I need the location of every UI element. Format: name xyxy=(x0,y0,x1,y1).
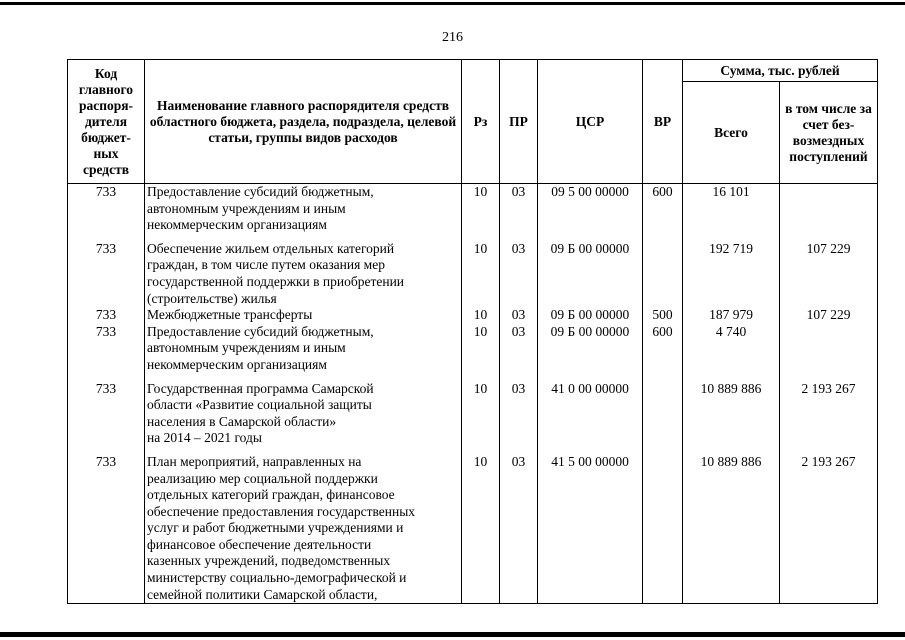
free-cell: 107 229 xyxy=(780,241,878,307)
name-line: автономным учреждениям и иным xyxy=(147,200,346,216)
spacer-cell xyxy=(780,234,878,241)
name-line: некоммерческим организациям xyxy=(147,217,327,233)
name-line: министерству социально-демографической и xyxy=(147,570,407,586)
header-code: Код главного распоря-дителя бюджет-ных средств xyxy=(68,60,145,184)
spacer-cell xyxy=(538,234,643,241)
table-row xyxy=(68,381,878,447)
spacer-cell xyxy=(643,374,683,381)
name-line: населения в Самарской области» xyxy=(147,413,337,429)
name-line: Обеспечение жильем отдельных категорий xyxy=(147,240,395,256)
code-cell: 733 xyxy=(68,454,145,604)
name-line: финансовое обеспечение деятельности xyxy=(147,536,372,552)
total-cell: 187 979 xyxy=(683,307,780,324)
row-spacer xyxy=(68,234,878,241)
name-cell xyxy=(145,381,462,447)
vr-cell: 600 xyxy=(643,184,683,234)
free-cell: 2 193 267 xyxy=(780,381,878,447)
code-cell: 733 xyxy=(68,381,145,447)
vr-cell: 600 xyxy=(643,324,683,374)
table-row xyxy=(68,307,878,324)
name-line: Государственная программа Самарской xyxy=(147,380,374,396)
name-line: государственной поддержки в приобретении xyxy=(147,273,405,289)
spacer-cell xyxy=(683,447,780,454)
spacer-cell xyxy=(500,447,538,454)
bottom-rule xyxy=(0,632,905,637)
vr-cell xyxy=(643,381,683,447)
spacer-cell xyxy=(538,374,643,381)
code-cell: 733 xyxy=(68,324,145,374)
header-rz: Рз xyxy=(462,60,500,184)
table-row xyxy=(68,184,878,234)
name-line: реализацию мер социальной поддержки xyxy=(147,470,378,486)
free-cell xyxy=(780,184,878,234)
spacer-cell xyxy=(145,234,462,241)
pr-cell: 03 xyxy=(500,454,538,604)
top-rule xyxy=(0,2,905,5)
csr-cell: 09 Б 00 00000 xyxy=(538,307,643,324)
table-body xyxy=(68,184,878,604)
rz-cell: 10 xyxy=(462,184,500,234)
name-line: обеспечение предоставления государственных xyxy=(147,503,416,519)
rz-cell: 10 xyxy=(462,241,500,307)
name-line: План мероприятий, направленных на xyxy=(147,453,362,469)
name-line: казенных учреждений, подведомственных xyxy=(147,553,391,569)
total-cell: 16 101 xyxy=(683,184,780,234)
spacer-cell xyxy=(500,374,538,381)
name-line: области «Развитие социальной защиты xyxy=(147,397,372,413)
free-cell: 107 229 xyxy=(780,307,878,324)
header-sum-group: Сумма, тыс. рублей xyxy=(683,60,878,82)
table-row xyxy=(68,454,878,604)
pr-cell: 03 xyxy=(500,184,538,234)
spacer-cell xyxy=(462,447,500,454)
code-cell: 733 xyxy=(68,184,145,234)
csr-cell: 41 5 00 00000 xyxy=(538,454,643,604)
spacer-cell xyxy=(683,234,780,241)
row-spacer xyxy=(68,447,878,454)
spacer-cell xyxy=(68,234,145,241)
header-name: Наименование главного распорядителя средств областного бюджета, раздела, подраздела, целевой статьи, группы видов расходов xyxy=(145,60,462,184)
name-cell xyxy=(145,184,462,234)
name-line: некоммерческим организациям xyxy=(147,356,327,372)
header-csr: ЦСР xyxy=(538,60,643,184)
vr-cell xyxy=(643,241,683,307)
total-cell: 192 719 xyxy=(683,241,780,307)
name-cell xyxy=(145,324,462,374)
rz-cell: 10 xyxy=(462,324,500,374)
spacer-cell xyxy=(643,234,683,241)
name-cell xyxy=(145,454,462,604)
name-line: граждан, в том числе путем оказания мер xyxy=(147,257,385,273)
spacer-cell xyxy=(462,234,500,241)
name-line: отдельных категорий граждан, финансовое xyxy=(147,487,395,503)
spacer-cell xyxy=(68,447,145,454)
name-line: Предоставление субсидий бюджетным, xyxy=(147,184,374,199)
pr-cell: 03 xyxy=(500,307,538,324)
rz-cell: 10 xyxy=(462,381,500,447)
spacer-cell xyxy=(145,447,462,454)
spacer-cell xyxy=(68,374,145,381)
free-cell xyxy=(780,324,878,374)
total-cell: 10 889 886 xyxy=(683,381,780,447)
rz-cell: 10 xyxy=(462,307,500,324)
code-cell: 733 xyxy=(68,307,145,324)
budget-table xyxy=(67,59,878,604)
vr-cell: 500 xyxy=(643,307,683,324)
spacer-cell xyxy=(500,234,538,241)
csr-cell: 09 Б 00 00000 xyxy=(538,241,643,307)
header-total: Всего xyxy=(683,82,780,184)
csr-cell: 09 Б 00 00000 xyxy=(538,324,643,374)
total-cell: 10 889 886 xyxy=(683,454,780,604)
spacer-cell xyxy=(683,374,780,381)
name-line: услуг и работ бюджетными учреждениями и xyxy=(147,520,404,536)
pr-cell: 03 xyxy=(500,241,538,307)
pr-cell: 03 xyxy=(500,381,538,447)
name-line: (строительстве) жилья xyxy=(147,290,277,306)
name-line: Предоставление субсидий бюджетным, xyxy=(147,323,374,339)
name-line: на 2014 – 2021 годы xyxy=(147,430,262,446)
rz-cell: 10 xyxy=(462,454,500,604)
table-row xyxy=(68,324,878,374)
spacer-cell xyxy=(643,447,683,454)
name-line: семейной политики Самарской области, xyxy=(147,586,378,602)
spacer-cell xyxy=(145,374,462,381)
vr-cell xyxy=(643,454,683,604)
name-line: Межбюджетные трансферты xyxy=(147,307,313,323)
free-cell: 2 193 267 xyxy=(780,454,878,604)
csr-cell: 09 5 00 00000 xyxy=(538,184,643,234)
page-number: 216 xyxy=(442,30,463,45)
spacer-cell xyxy=(780,374,878,381)
spacer-cell xyxy=(462,374,500,381)
csr-cell: 41 0 00 00000 xyxy=(538,381,643,447)
spacer-cell xyxy=(538,447,643,454)
header-pr: ПР xyxy=(500,60,538,184)
spacer-cell xyxy=(780,447,878,454)
total-cell: 4 740 xyxy=(683,324,780,374)
pr-cell: 03 xyxy=(500,324,538,374)
header-free: в том числе за счет без-возмездных поступлений xyxy=(780,82,878,184)
name-cell xyxy=(145,241,462,307)
code-cell: 733 xyxy=(68,241,145,307)
row-spacer xyxy=(68,374,878,381)
name-cell xyxy=(145,307,462,324)
name-line: автономным учреждениям и иным xyxy=(147,340,346,356)
header-vr: ВР xyxy=(643,60,683,184)
table-row xyxy=(68,241,878,307)
